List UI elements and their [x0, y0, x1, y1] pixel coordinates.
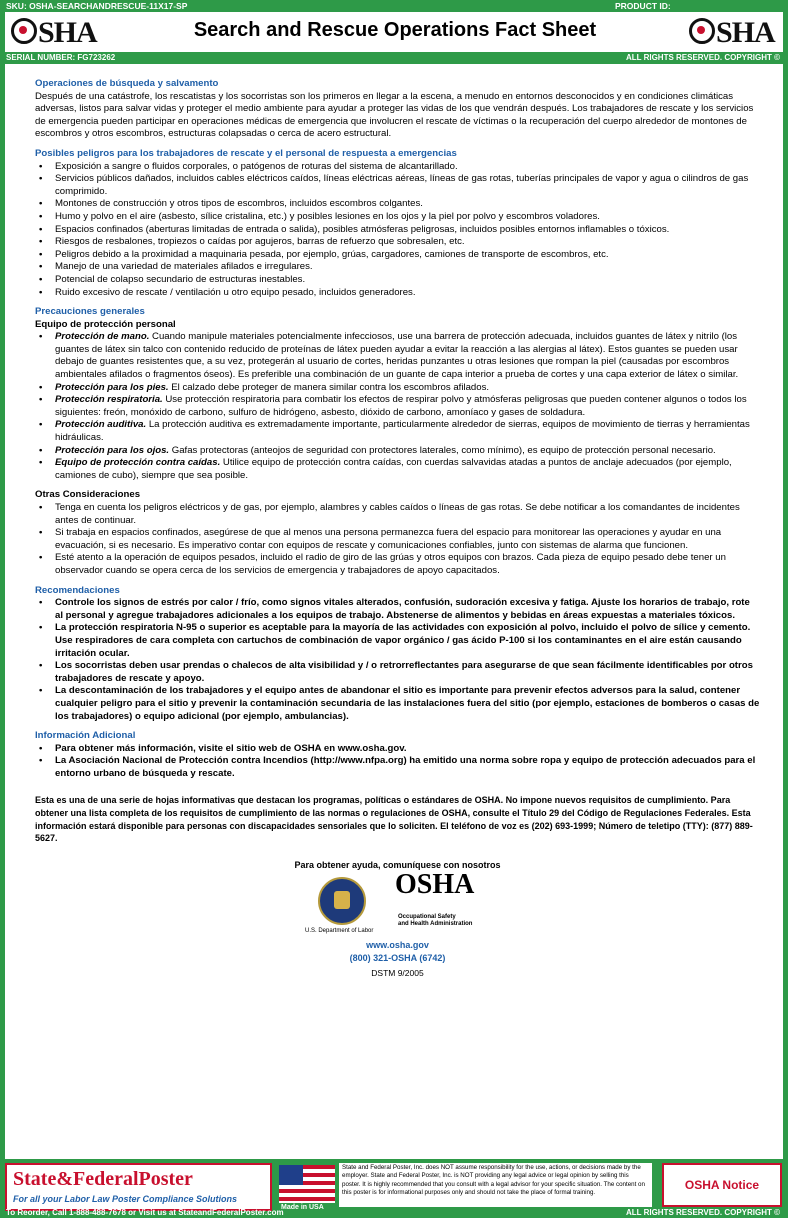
list-item: • La descontaminación de los trabajadores y el equipo antes de abandonar el sitio es importante para prevenir efectos adversos para la salud, contener cualquier peligro para el sitio y prevenir la contaminación secundaria de las instalaciones fuera del sitio (por ejemplo, estaciones de bomberos o casas de los trabajadores) o equipo adicional (por ejemplo, ambulancias).: [55, 685, 760, 723]
osha-logo: OSHA: [395, 869, 475, 901]
osha-caption: Occupational Safety and Health Administration: [398, 914, 473, 928]
page-title: Search and Rescue Operations Fact Sheet: [193, 19, 597, 41]
dol-caption: U.S. Department of Labor: [305, 928, 374, 935]
list-item: • Manejo de una variedad de materiales afilados e irregulares.: [55, 261, 760, 274]
list-item: • La protección respiratoria N-95 o superior es aceptable para la mayoría de las actividades con exposición al polvo, incluido el polvo de sílice y cemento. Use respiradores de cara completa con cartuchos de combinación de vapor orgánico / gas ácido P-100 si los contaminantes en el aire están causando irritación ocular.: [55, 622, 760, 660]
reorder-text: To Reorder, Call 1-888-488-7678 or Visit us at StateandFederalPoster.com: [6, 1208, 284, 1217]
footer: [0, 1159, 788, 1218]
recommendations-list: [35, 597, 760, 723]
recommendations-heading: Recomendaciones: [35, 584, 120, 596]
osha-o-icon: [11, 18, 37, 44]
precautions-heading: Precauciones generales: [35, 306, 145, 318]
intro-body: Después de una catástrofe, los rescatistas y los socorristas son los primeros en llegar a la escena, a menudo en entornos desconocidos y en condiciones climáticas adversas, listos para salvar vidas y proteger el medio ambiente para ayudar a proteger las vidas de los que vendrán después. Los trabajadores de rescate y los servicios de emergencia pueden participar en operaciones médicas de emergencia que involucren el rescate de víctimas o la recuperación del cuerpo alrededor de montones de escombros y otros escombros, estructuras colapsadas o cerca de acero estructural.: [35, 90, 754, 140]
list-item: • Protección respiratoria. Use protección respiratoria para combatir los efectos de respirar polvo y atmósferas peligrosas que pueden contener algunos o todos los siguientes: freón, monóxido de carbono, sulfuro de hidrógeno, asbesto, dióxido de carbono, amoníaco y gases de soldadura.: [55, 394, 760, 419]
osha-website[interactable]: www.osha.gov: [366, 940, 429, 951]
footer-copyright: ALL RIGHTS RESERVED. COPYRIGHT ©: [625, 1208, 780, 1217]
made-in-usa: Made in USA: [281, 1204, 324, 1211]
list-item: • Montones de construcción y otros tipos de escombros, incluidos escombros colgantes.: [55, 198, 760, 211]
other-heading: Otras Consideraciones: [35, 489, 141, 501]
list-item: • Si trabaja en espacios confinados, asegúrese de que al menos una persona permanezca fuera del espacio para monitorear las operaciones y ayudar en una evacuación, si es necesario. Es imperativo contar con equipos de rescate y comunicaciones confiables, junto con sistemas de alarma que funcionen.: [55, 527, 760, 552]
osha-phone: (800) 321-OSHA (6742): [349, 953, 446, 964]
disclaimer: State and Federal Poster, Inc. does NOT assume responsibility for the use, actions, or decisions made by the employer. State and Federal Poster, Inc. is NOT providing any legal advice or legal opinion by selling this poster. It is highly recommended that you consult with a legal advisor for your specific situation. The content on this poster is for informational purposes only and should not take the place of formal training.: [339, 1163, 652, 1207]
sub-bar: [0, 52, 788, 64]
brand-tagline: For all your Labor Law Poster Compliance Solutions: [13, 1194, 238, 1204]
list-item: • Potencial de colapso secundario de estructuras inestables.: [55, 274, 760, 287]
hazards-heading: Posibles peligros para los trabajadores de rescate y el personal de respuesta a emergencias: [35, 147, 457, 159]
list-item: • Tenga en cuenta los peligros eléctricos y de gas, por ejemplo, alambres y cables caídos o líneas de gas rotas. Se debe notificar a los comandantes de incidentes antes de continuar.: [55, 502, 760, 527]
sfp-brand-box[interactable]: [5, 1163, 272, 1211]
us-flag-icon: [279, 1165, 335, 1203]
osha-logo-right: SHA: [689, 16, 775, 50]
agency-logos: [35, 869, 760, 939]
other-list: [35, 502, 760, 578]
osha-logo-left: SHA: [11, 16, 97, 50]
dol-seal-icon: [318, 877, 366, 925]
header: [5, 12, 783, 52]
ppe-list: [35, 331, 760, 482]
list-item: • Protección para los pies. El calzado debe proteger de manera similar contra los escombros afilados.: [55, 382, 760, 395]
list-item: • Peligros debido a la proximidad a maquinaria pesada, por ejemplo, grúas, cargadores, camiones de transporte de escombros, etc.: [55, 249, 760, 262]
copyright: ALL RIGHTS RESERVED. COPYRIGHT ©: [625, 53, 780, 62]
osha-o-icon: [689, 18, 715, 44]
list-item: • Ruido excesivo de rescate / ventilación u otro equipo pesado, incluidos generadores.: [55, 287, 760, 300]
list-item: • Protección para los ojos. Gafas protectoras (anteojos de seguridad con protectores laterales, como mínimo), es equipo de protección personal necesario.: [55, 445, 760, 458]
list-item: • Protección auditiva. La protección auditiva es extremadamente importante, particularmente alrededor de sierras, equipos de movimiento de tierras y herramientas hidráulicas.: [55, 419, 760, 444]
ppe-heading: Equipo de protección personal: [35, 318, 176, 330]
osha-notice-badge: OSHA Notice: [662, 1163, 782, 1207]
list-item: • Servicios públicos dañados, incluidos cables eléctricos caídos, líneas eléctricas aéreas, líneas de gas rotas, tuberías principales de vapor y agua o cilindros de gas comprimido.: [55, 173, 760, 198]
list-item: • Los socorristas deben usar prendas o chalecos de alta visibilidad y / o retrorreflectantes para asegurarse de que sean fácilmente identificables por otros trabajadores de rescate y apoyo.: [55, 660, 760, 685]
help-text: Para obtener ayuda, comuníquese con nosotros: [294, 859, 501, 870]
sku-label: SKU: OSHA-SEARCHANDRESCUE-11X17-SP: [6, 1, 188, 11]
fact-sheet-body: [5, 64, 783, 1159]
fact-sheet-text: [35, 78, 760, 979]
closing-paragraph: Esta es una de una serie de hojas informativas que destacan los programas, políticas o estándares de OSHA. No impone nuevos requisitos de cumplimiento. Para obtener una lista completa de los requisitos de cumplimiento de las normas o regulaciones de OSHA, consulte el Título 29 del Código de Regulaciones Federales. Esta información estará disponible para personas con discapacidades sensoriales que lo soliciten. El teléfono de voz es (202) 693-1999; Número de teletipo (TTY): (877) 889-5627.: [35, 795, 753, 844]
product-id-label: PRODUCT ID:: [615, 1, 671, 11]
list-item: • La Asociación Nacional de Protección contra Incendios (http://www.nfpa.org) ha emitido una norma sobre ropa y equipo de protección adecuados para el entorno urbano de búsqueda y rescate.: [55, 755, 760, 780]
list-item: • Exposición a sangre o fluidos corporales, o patógenos de roturas del sistema de alcantarillado.: [55, 161, 760, 174]
list-item: • Humo y polvo en el aire (asbesto, sílice cristalina, etc.) y posibles lesiones en los ojos y la piel por polvo y escombros voladores.: [55, 211, 760, 224]
list-item: • Esté atento a la operación de equipos pesados, incluido el radio de giro de las grúas y otros equipos con brazos. Cada pieza de equipo pesado debe tener un observador cuando se opera cerca de los servicios de emergencia y trabajadores de apoyo capacitados.: [55, 552, 760, 577]
list-item: • Para obtener más información, visite el sitio web de OSHA en www.osha.gov.: [55, 743, 760, 756]
list-item: • Riesgos de resbalones, tropiezos o caídas por agujeros, barras de refuerzo que sobresalen, etc.: [55, 236, 760, 249]
serial-number: SERIAL NUMBER: FG723262: [6, 53, 116, 62]
hazards-list: [35, 161, 760, 300]
dstm-code: DSTM 9/2005: [371, 967, 424, 978]
list-item: • Equipo de protección contra caídas. Utilice equipo de protección contra caídas, con cuerdas salvavidas atadas a puntos de anclaje adecuados (por ejemplo, camiones de cubo), siempre que sea posible.: [55, 457, 760, 482]
additional-heading: Información Adicional: [35, 730, 136, 742]
list-item: • Protección de mano. Cuando manipule materiales potencialmente infecciosos, use una barrera de protección adecuada, incluidos guantes de látex y nitrilo (los guantes de látex sin talco con contenido reducido de proteínas de látex pueden ayudar a evitar la reacción a las alergias al látex). Estos guantes se pueden usar debajo de guantes resistentes que, a su vez, protegerán al usuario de cortes, heridas punzantes u otras lesiones que rompan la piel (causadas por escombros ambientales afilados o fragmentos óseos). Es preferible una combinación de un guante de capa interior a prueba de cortes y una capa exterior de látex o similar.: [55, 331, 760, 381]
brand-name: State&FederalPoster: [13, 1168, 193, 1190]
intro-heading: Operaciones de búsqueda y salvamento: [35, 78, 219, 89]
list-item: • Controle los signos de estrés por calor / frío, como signos vitales alterados, confusión, sudoración excesiva y fatiga. Ajuste los horarios de trabajo, rote al personal y agregue trabajadores adicionales a los equipos de trabajo. Abstenerse de alimentos y bebidas en áreas expuestas a materiales tóxicos.: [55, 597, 760, 622]
additional-list: [35, 743, 760, 781]
list-item: • Espacios confinados (aberturas limitadas de entrada o salida), posibles atmósferas peligrosas, incluidos posibles entornos inflamables o tóxicos.: [55, 224, 760, 237]
